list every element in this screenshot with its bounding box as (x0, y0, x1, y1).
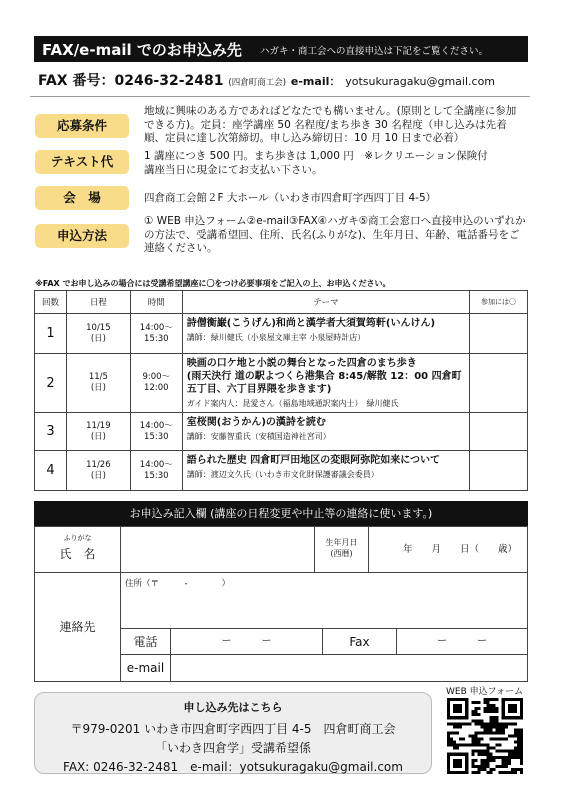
divider (30, 96, 530, 97)
col-theme: テーマ (182, 291, 469, 314)
schedule-header-row (35, 291, 528, 314)
fax-field[interactable]: ー ー (397, 629, 527, 655)
row-theme (182, 413, 469, 451)
text-requirements: 地域に興味のある方であればどなたでも構いません。(原則として全講座に参加できる方)。定員：座学講座 50 名程度/まち歩き 30 名程度（申し込みは先着順、定員に達し次第締切。申し込み締切日：10 月 10 日まで必着） (144, 105, 517, 144)
theme-lecturer: 講師：緑川健氏（小泉屋文庫主宰 小泉屋時計店） (186, 333, 366, 342)
col-date: 日程 (66, 291, 130, 314)
row-time: 14:00～ 15:30 (130, 314, 182, 354)
form-heading (34, 501, 528, 526)
theme-lecturer: 講師：渡辺文久氏（いわき市文化財保護審議会委員） (186, 470, 379, 479)
theme-title: 室桜関(おうかん)の漢詩を読む (186, 417, 326, 428)
row-theme (182, 451, 469, 491)
header-title: FAX/e-mail でのお申込み先 (42, 41, 242, 59)
furigana-label: ふりがな (63, 534, 92, 542)
join-checkbox-cell[interactable] (470, 354, 528, 413)
fax-field-label: Fax (323, 629, 397, 655)
row-date: 11/26 (日) (66, 451, 130, 491)
theme-lecturer: ガイド案内人：昆愛さん（福島地域通訳案内士） 緑川健氏 (186, 399, 399, 408)
col-time: 時間 (130, 291, 182, 314)
table-row (35, 451, 528, 491)
theme-lecturer: 講師：安藤智重氏（安積国造神社宮司） (186, 432, 331, 441)
birth-label: 生年月日 (西暦) (315, 527, 369, 573)
form-heading-note: (講座の日程変更や中止等の連絡に使います。) (210, 507, 433, 520)
fax-org: (四倉町商工会) (228, 78, 287, 88)
row-time: 14:00～ 15:30 (130, 413, 182, 451)
row-date: 11/5 (日) (66, 354, 130, 413)
row-date: 10/15 (日) (66, 314, 130, 354)
email-address[interactable]: yotsukuragaku@gmail.com (345, 75, 496, 88)
row-theme (182, 314, 469, 354)
name-label-cell (35, 527, 121, 573)
address-label: 住所（〒 - ） (125, 579, 231, 589)
table-row (35, 354, 528, 413)
label-requirements: 応募条件 (35, 114, 129, 138)
row-time: 9:00～ 12:00 (130, 354, 182, 413)
form-heading-title: お申込み記入欄 (129, 507, 207, 520)
row-no: 2 (35, 354, 67, 413)
contact-line (38, 70, 495, 90)
label-textbook-fee: テキスト代 (35, 150, 129, 174)
contact-label: 連絡先 (59, 620, 96, 634)
theme-title: 映画の口ケ地と小説の舞台となった四倉のまち歩き (雨天決行 道の駅よつくら港集合 8:45/解散 12：00 四倉町五丁目、六丁目界隈を歩きます) (186, 358, 462, 395)
header-banner (34, 36, 528, 62)
join-checkbox-cell[interactable] (470, 413, 528, 451)
row-no: 1 (35, 314, 67, 354)
col-join: 参加には〇 (470, 291, 528, 314)
join-checkbox-cell[interactable] (470, 451, 528, 491)
text-method: ① WEB 申込フォーム②e-mail③FAX④ハガキ⑤商工会窓口へ直接申込のいずれかの方法で、受講希望回、住所、氏名(ふりがな)、生年月日、年齢、電話番号をご連絡ください。 (144, 215, 526, 254)
header-subtitle: ハガキ・商工会への直接申込は下記をご覧ください。 (260, 46, 489, 57)
text-venue: 四倉商工会館２F 大ホール（いわき市四倉町字西四丁目 4-5） (144, 192, 437, 204)
name-field[interactable] (121, 527, 315, 573)
col-no: 回数 (35, 291, 67, 314)
row-time: 14:00～ 15:30 (130, 451, 182, 491)
text-textbook-fee: 1 講座につき 500 円。まち歩きは 1,000 円 ※レクリエーション保険付 講座当日に現金にてお支払い下さい。 (144, 150, 488, 176)
schedule-table (34, 290, 528, 491)
row-theme (182, 354, 469, 413)
table-row (35, 314, 528, 354)
table-row (35, 413, 528, 451)
name-label: 氏 名 (59, 547, 96, 561)
email-field[interactable] (171, 655, 527, 681)
row-no: 4 (35, 451, 67, 491)
phone-label: 電話 (121, 629, 171, 655)
contact-label-cell (35, 573, 121, 681)
application-form (34, 526, 528, 682)
label-method: 申込方法 (35, 224, 129, 248)
qr-code-icon[interactable] (447, 698, 523, 774)
theme-title: 詩僧衡巌(こうげん)和尚と漢学者大須賀筠軒(いんけん) (186, 318, 436, 329)
join-checkbox-cell[interactable] (470, 314, 528, 354)
contact-box-contact: FAX: 0246-32-2481 e-mail：yotsukuragaku@gmail.com (63, 760, 403, 774)
fax-number: 0246-32-2481 (114, 73, 224, 89)
birth-field[interactable]: 年 月 日（ 歳） (369, 527, 527, 573)
contact-box-dept: 「いわき四倉学」受講希望係 (154, 741, 311, 755)
email-field-label: e-mail (121, 655, 171, 681)
qr-label: WEB 申込フォーム (446, 687, 524, 697)
email-label: e-mail： (290, 75, 341, 88)
contact-box-heading: 申し込み先はこちら (183, 701, 283, 714)
row-date: 11/19 (日) (66, 413, 130, 451)
theme-title: 語られた歴史 四倉町戸田地区の変眼阿弥陀如来について (186, 455, 441, 466)
label-venue: 会 場 (35, 186, 129, 210)
row-no: 3 (35, 413, 67, 451)
phone-field[interactable]: ー ー (171, 629, 323, 655)
fax-label: FAX 番号： (38, 73, 115, 89)
address-field[interactable] (121, 573, 527, 629)
contact-box (34, 692, 432, 774)
contact-box-address: 〒979-0201 いわき市四倉町字西四丁目 4-5 四倉町商工会 (70, 722, 396, 736)
fax-note: ※FAX でお申し込みの場合には受講希望講座に〇をつけ必要事項をご記入の上、お申込ください。 (35, 279, 391, 288)
